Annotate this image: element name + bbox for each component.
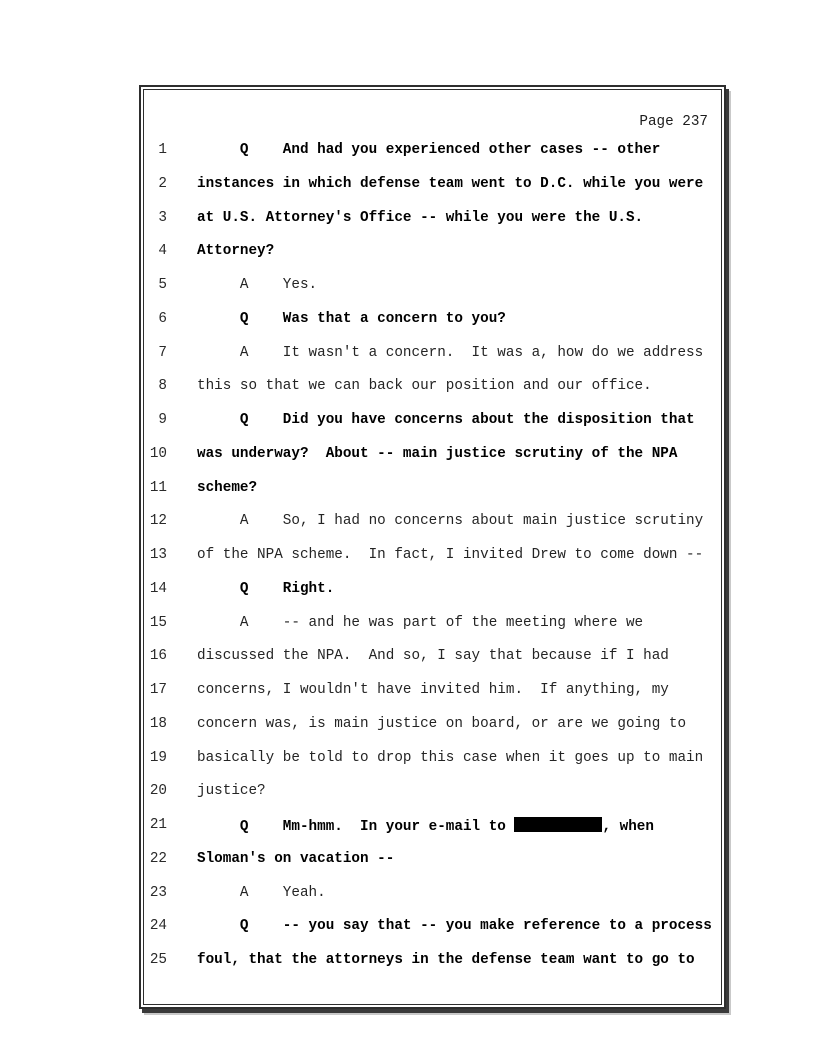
line-number: 4 xyxy=(158,243,167,260)
line-number: 21 xyxy=(149,817,167,833)
line-text: Q -- you say that -- you make reference to a process xyxy=(197,918,712,935)
transcript-line xyxy=(144,480,721,514)
line-text: A Yeah. xyxy=(197,884,326,901)
transcript-page-inner-border xyxy=(143,89,722,1005)
transcript-line-with-redaction xyxy=(144,817,721,851)
page-number: Page 237 xyxy=(639,114,708,130)
transcript-line xyxy=(144,446,721,480)
line-text: Q And had you experienced other cases -- other xyxy=(197,142,661,158)
transcript-line xyxy=(144,142,721,176)
transcript-line xyxy=(144,952,721,986)
line-text: discussed the NPA. And so, I say that because if I had xyxy=(197,648,669,665)
line-text-after-redaction: , when xyxy=(602,819,654,835)
line-text: instances in which defense team went to D.C. while you were xyxy=(197,175,704,192)
line-text: this so that we can back our position and our office. xyxy=(197,378,652,395)
transcript-line xyxy=(144,176,721,210)
line-number: 14 xyxy=(149,580,167,597)
line-text-before-redaction: Q Mm-hmm. In your e-mail to xyxy=(197,819,515,835)
transcript-line xyxy=(144,513,721,547)
line-text: Q Right. xyxy=(197,580,335,597)
transcript-line xyxy=(144,378,721,412)
line-text xyxy=(197,817,654,836)
line-text: Q Did you have concerns about the disposition that xyxy=(197,412,695,428)
line-text: A It wasn't a concern. It was a, how do we address xyxy=(197,344,704,361)
line-number: 12 xyxy=(149,513,167,530)
line-number: 17 xyxy=(149,682,167,698)
line-text: scheme? xyxy=(197,479,258,496)
transcript-line xyxy=(144,277,721,311)
line-number: 9 xyxy=(158,412,167,428)
transcript-line xyxy=(144,581,721,615)
line-number: 24 xyxy=(149,918,167,935)
line-number: 1 xyxy=(158,142,167,158)
transcript-line xyxy=(144,648,721,682)
line-text: A -- and he was part of the meeting where we xyxy=(197,614,644,631)
line-number: 20 xyxy=(149,783,167,800)
line-number: 8 xyxy=(158,378,167,395)
line-number: 13 xyxy=(149,547,167,563)
line-number: 18 xyxy=(149,715,167,732)
line-number: 25 xyxy=(149,952,167,968)
line-number: 23 xyxy=(149,884,167,901)
line-text: A So, I had no concerns about main justice scrutiny xyxy=(197,513,704,530)
transcript-line xyxy=(144,243,721,277)
line-text: A Yes. xyxy=(197,277,318,293)
line-number: 3 xyxy=(158,209,167,226)
redaction-box xyxy=(514,817,602,832)
line-text: was underway? About -- main justice scrutiny of the NPA xyxy=(197,445,678,462)
line-number: 7 xyxy=(158,344,167,361)
transcript-line xyxy=(144,345,721,379)
transcript-line xyxy=(144,750,721,784)
line-text: Sloman's on vacation -- xyxy=(197,850,395,867)
line-text: foul, that the attorneys in the defense team want to go to xyxy=(197,952,695,968)
transcript-line xyxy=(144,311,721,345)
transcript-line xyxy=(144,412,721,446)
line-number: 2 xyxy=(158,175,167,192)
line-number: 11 xyxy=(149,479,167,496)
line-number: 19 xyxy=(149,749,167,766)
line-text: Attorney? xyxy=(197,243,275,260)
line-number: 5 xyxy=(158,277,167,293)
line-number: 22 xyxy=(149,850,167,867)
transcript-line xyxy=(144,682,721,716)
line-number: 6 xyxy=(158,310,167,327)
line-number: 15 xyxy=(149,614,167,631)
transcript-line xyxy=(144,547,721,581)
line-text: justice? xyxy=(197,783,266,800)
line-text: concern was, is main justice on board, or are we going to xyxy=(197,715,687,732)
transcript-line xyxy=(144,716,721,750)
transcript-line xyxy=(144,210,721,244)
line-text: basically be told to drop this case when it goes up to main xyxy=(197,749,704,766)
line-text: concerns, I wouldn't have invited him. If anything, my xyxy=(197,682,669,698)
transcript-line xyxy=(144,885,721,919)
line-number: 16 xyxy=(149,648,167,665)
transcript-body xyxy=(144,142,721,986)
transcript-line xyxy=(144,918,721,952)
transcript-page-frame xyxy=(139,85,726,1009)
transcript-line xyxy=(144,615,721,649)
transcript-line xyxy=(144,851,721,885)
transcript-line xyxy=(144,783,721,817)
line-text: Q Was that a concern to you? xyxy=(197,310,506,327)
line-text: of the NPA scheme. In fact, I invited Drew to come down -- xyxy=(197,547,704,563)
line-text: at U.S. Attorney's Office -- while you were the U.S. xyxy=(197,209,644,226)
line-number: 10 xyxy=(149,445,167,462)
